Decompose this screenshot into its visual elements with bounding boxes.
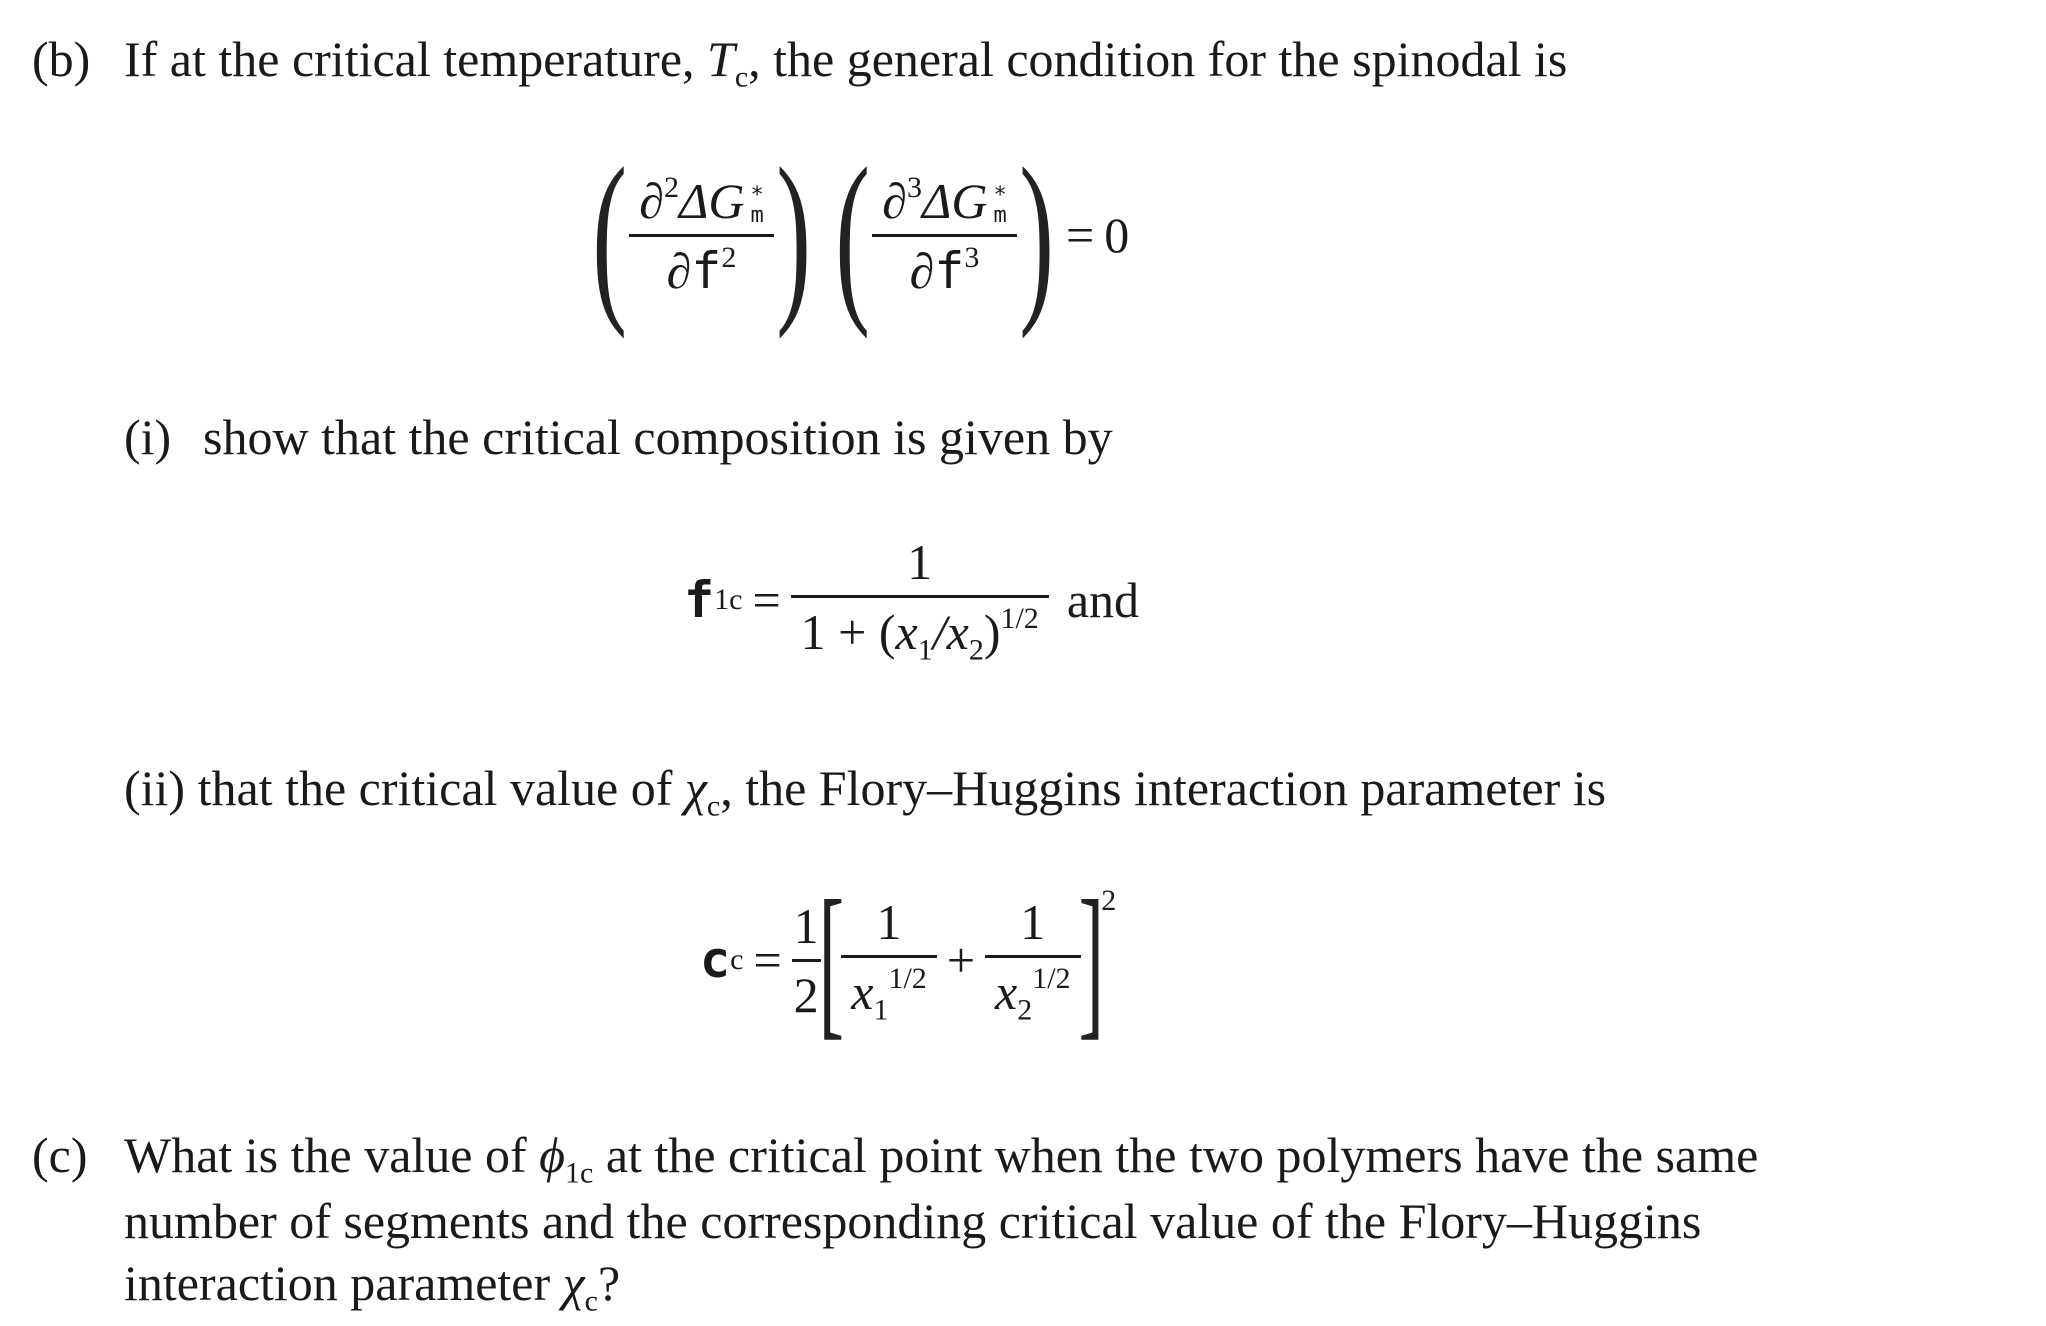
denominator-power: 2 (721, 240, 737, 274)
critical-temperature-symbol: T (707, 31, 735, 87)
part-i-label: (i) (124, 409, 172, 465)
second-derivative-numerator (629, 171, 773, 234)
third-derivative-fraction (872, 171, 1016, 300)
part-c-line-2: number of segments and the corresponding critical value of the Flory–Huggins (124, 1193, 1702, 1249)
chi-symbol: χ (562, 1255, 585, 1311)
phi-subscript: 1c (565, 1156, 594, 1190)
mixing-star-m: * m (993, 183, 1007, 229)
left-paren: ( (592, 130, 628, 340)
spinodal-equation (590, 130, 1130, 340)
numerator-power: 2 (664, 170, 679, 204)
plus-sign: + (946, 932, 976, 988)
part-c-line-1: What is the value of $\phi_{1c}$ at the critical point when the two polymers have the same (124, 1127, 1759, 1190)
half-fraction: $\frac{1}{2}$ (793, 897, 819, 1023)
part-b-text-after: , the general condition for the spinodal is (748, 31, 1568, 87)
term2-fraction: $\frac{1}{x_2^{1/2}}$ (985, 893, 1081, 1028)
chi-lhs-subscript: c (730, 943, 744, 976)
composition-symbol: f (684, 571, 715, 629)
fraction-denominator: $1 + (x_1/x_2)^{1/2}$ (800, 601, 1039, 667)
third-derivative-numerator (872, 171, 1016, 234)
fraction-numerator: 1 (907, 533, 933, 590)
part-i-text: show that the critical composition is given by (203, 409, 1113, 465)
partial-symbol: ∂ (909, 242, 935, 299)
equals-sign: = (1066, 207, 1095, 263)
composition-symbol: f (691, 241, 722, 300)
chi-subscript: c (584, 1284, 598, 1318)
part-b-label: (b) (32, 31, 91, 87)
delta-g-symbol: ΔG (922, 172, 988, 229)
left-paren: ( (835, 130, 871, 340)
part-ii-text-before: that the critical value of (197, 760, 685, 816)
right-bracket: ] (1078, 866, 1104, 1054)
and-text: and (1066, 572, 1140, 628)
partial-symbol: ∂ (882, 172, 907, 229)
second-derivative-denominator (657, 237, 747, 300)
term1-fraction: $\frac{1}{x_1^{1/2}}$ (841, 893, 937, 1028)
critical-chi-equation (700, 866, 1117, 1054)
critical-temperature-subscript: c (734, 60, 749, 94)
part-c-line-3: interaction parameter $\chi_c$? (124, 1255, 621, 1318)
chi-symbol: χ (684, 760, 707, 816)
mixing-star-m: * m (750, 183, 764, 229)
delta-g-symbol: ΔG (679, 172, 745, 229)
critical-composition-fraction (791, 533, 1049, 668)
equals-sign: = (752, 572, 781, 628)
outer-power: 2 (1101, 884, 1117, 917)
phi-symbol: ϕ (539, 1127, 566, 1183)
left-bracket: [ (818, 866, 844, 1054)
part-ii-statement (124, 760, 1607, 823)
chi-lhs-symbol: c (700, 931, 731, 989)
equation-rhs-zero: 0 (1104, 207, 1130, 263)
part-b-text-before: If at the critical temperature, (124, 31, 708, 87)
part-ii-label: (ii) (124, 760, 186, 816)
chi-subscript: c (706, 789, 721, 823)
part-ii-text-after: , the Flory–Huggins interaction parameter is (720, 760, 1607, 816)
composition-symbol: f (934, 241, 965, 300)
numerator-power: 3 (907, 170, 922, 204)
partial-symbol: ∂ (639, 172, 664, 229)
part-b-statement (124, 31, 1568, 94)
critical-composition-equation (684, 530, 1139, 670)
denominator-power: 3 (964, 240, 980, 274)
equals-sign: = (753, 932, 782, 988)
right-paren: ) (775, 130, 811, 340)
second-derivative-fraction (629, 171, 773, 300)
third-derivative-denominator (900, 237, 990, 300)
partial-symbol: ∂ (666, 242, 692, 299)
part-c-label: (c) (32, 1127, 88, 1183)
composition-subscript: 1c (714, 583, 743, 616)
right-paren: ) (1018, 130, 1054, 340)
